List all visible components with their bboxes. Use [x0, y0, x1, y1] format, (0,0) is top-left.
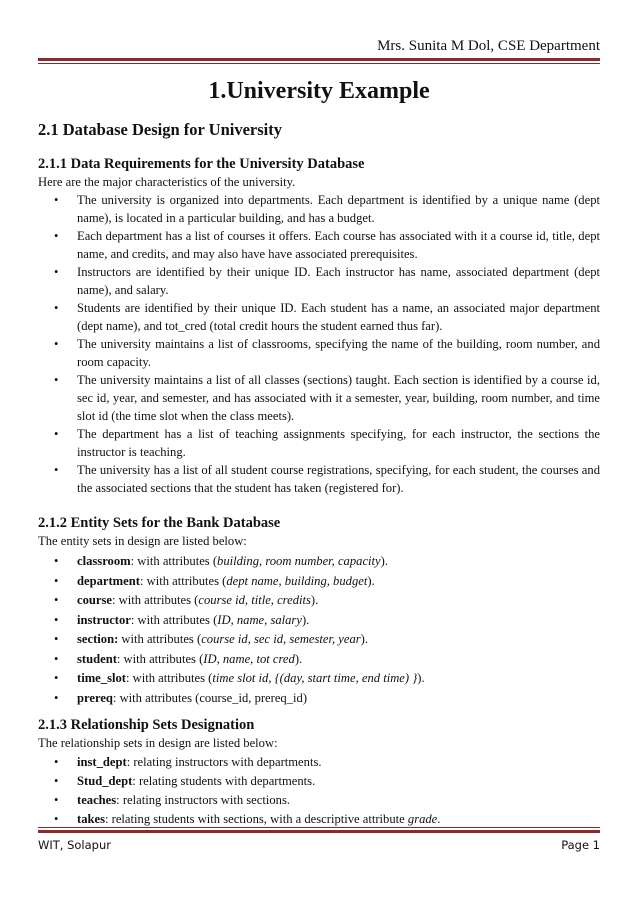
bullet-icon: • [54, 427, 59, 441]
subsection-heading-relationship-sets: 2.1.3 Relationship Sets Designation [38, 717, 255, 733]
bullet-icon: • [54, 265, 59, 279]
subsection-heading-entity-sets: 2.1.2 Entity Sets for the Bank Database [38, 515, 281, 531]
bullet-icon: • [54, 690, 59, 705]
page-number: Page 1 [561, 838, 600, 852]
footer-institution: WIT, Solapur [38, 838, 111, 852]
list-item: • student: with attributes (ID, name, tot cred). [38, 650, 600, 670]
subsection-heading-requirements: 2.1.1 Data Requirements for the University Database [38, 156, 365, 172]
footer-rule-thin [38, 827, 600, 828]
list-item: • classroom: with attributes (building, room number, capacity). [38, 552, 600, 572]
bullet-icon: • [54, 755, 59, 769]
list-item: • Instructors are identified by their unique ID. Each instructor has name, associated department (dept name), and salary. [54, 265, 600, 297]
list-item: • section: with attributes (course id, sec id, semester, year). [38, 630, 600, 650]
list-item: • The university maintains a list of all classes (sections) taught. Each section is identified by a course id, sec id, year, and semester, and has associated with it a semester, year, building, room number, and time slot id (the time slot when the class meets). [54, 373, 600, 423]
list-item: • The university is organized into departments. Each department is identified by a unique name (dept name), is located in a particular building, and has a budget. [54, 193, 600, 225]
bullet-icon: • [54, 463, 59, 477]
header-rule-thick [38, 58, 600, 61]
list-item: • The university has a list of all student course registrations, specifying, for each student, the courses and the associated sections that the student has taken (registered for). [54, 463, 600, 495]
page-body [38, 74, 600, 829]
list-item: • Stud_dept: relating students with departments. [38, 772, 600, 791]
entity-sets-intro: The entity sets in design are listed below: [38, 534, 247, 548]
requirements-intro: Here are the major characteristics of the university. [38, 175, 296, 189]
bullet-icon: • [54, 793, 59, 807]
bullet-icon: • [54, 774, 59, 788]
section-heading: 2.1 Database Design for University [38, 120, 282, 139]
list-item: • department: with attributes (dept name, building, budget). [38, 572, 600, 592]
bullet-icon: • [54, 671, 59, 685]
bullet-icon: • [54, 612, 59, 627]
relationship-sets-intro: The relationship sets in design are listed below: [38, 736, 278, 750]
list-item: • teaches: relating instructors with sections. [38, 791, 600, 810]
bullet-icon: • [54, 593, 59, 607]
list-item: • The department has a list of teaching assignments specifying, for each instructor, the sections the instructor is teaching. [54, 427, 600, 459]
list-item: • takes: relating students with sections, with a descriptive attribute grade. [38, 810, 600, 829]
list-item: • time_slot: with attributes (time slot id, {(day, start time, end time) }). [38, 669, 600, 689]
list-item: • prereq: with attributes (course_id, prereq_id) [38, 689, 600, 709]
bullet-icon: • [54, 193, 59, 207]
header-rule-thin [38, 63, 600, 64]
bullet-icon: • [54, 573, 59, 588]
list-item: • The university maintains a list of classrooms, specifying the name of the building, room number, and room capacity. [54, 337, 600, 369]
document-title: 1.University Example [208, 78, 430, 104]
bullet-icon: • [54, 301, 59, 315]
list-item: • Each department has a list of courses it offers. Each course has associated with it a course id, title, dept name, and credits, and may also have have associated prerequisites. [54, 229, 600, 261]
entity-sets-list [38, 552, 600, 708]
bullet-icon: • [54, 651, 59, 666]
list-item: • inst_dept: relating instructors with departments. [38, 753, 600, 772]
bullet-icon: • [54, 373, 59, 387]
bullet-icon: • [54, 554, 59, 568]
list-item: • Students are identified by their unique ID. Each student has a name, an associated major department (dept name), and tot_cred (total credit hours the student earned thus far). [54, 301, 600, 333]
page-header: Mrs. Sunita M Dol, CSE Department [377, 38, 600, 54]
bullet-icon: • [54, 632, 59, 646]
list-item: • instructor: with attributes (ID, name, salary). [38, 611, 600, 631]
bullet-icon: • [54, 229, 59, 243]
bullet-icon: • [54, 812, 59, 826]
footer-rule-thick [38, 830, 600, 833]
relationship-sets-list [38, 753, 600, 829]
requirements-list [38, 191, 600, 497]
bullet-icon: • [54, 337, 59, 351]
list-item: • course: with attributes (course id, title, credits). [38, 591, 600, 611]
